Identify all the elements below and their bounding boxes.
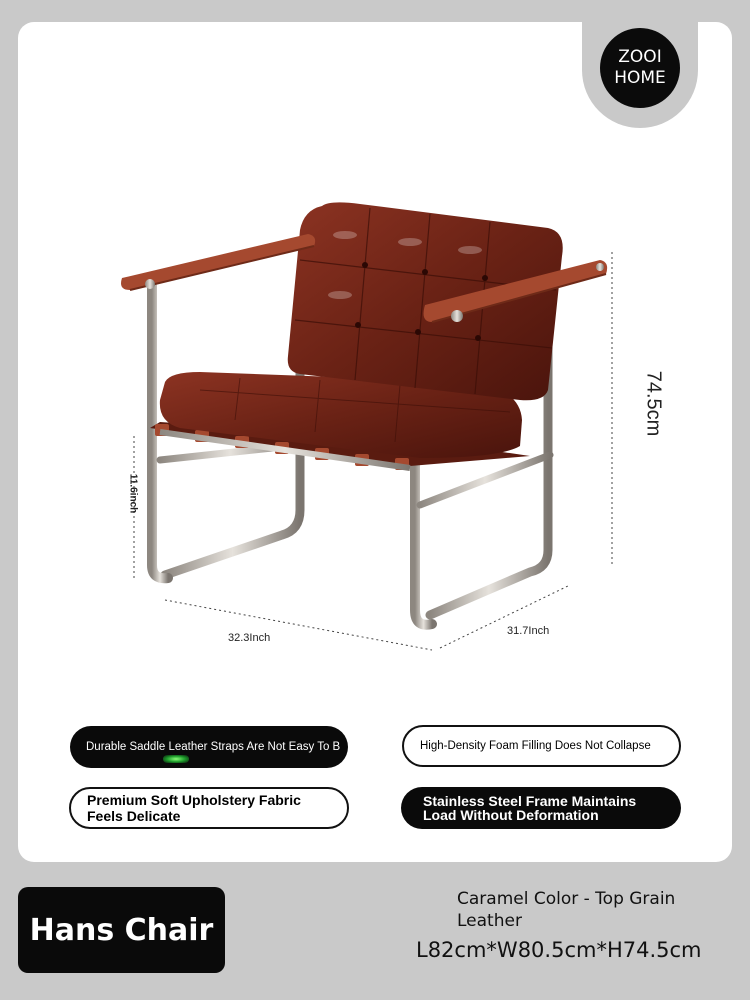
- product-name: Hans Chair: [29, 912, 214, 948]
- brand-line-1: ZOOI: [618, 47, 662, 67]
- feature-pill-upholstery: [69, 787, 349, 829]
- feature-pill-straps: [70, 726, 348, 768]
- seat-height-dimension: 11.6inch: [127, 473, 139, 514]
- length-dimension: 32.3Inch: [228, 632, 271, 644]
- height-dimension: 74.5cm: [642, 370, 665, 437]
- product-size-spec: L82cm*W80.5cm*H74.5cm: [416, 938, 702, 962]
- product-color-spec: Caramel Color - Top Grain Leather: [457, 889, 676, 931]
- product-title-box: [18, 887, 225, 973]
- green-glint: [163, 755, 189, 763]
- feature-text: High-Density Foam Filling Does Not Collapse: [420, 740, 651, 752]
- feature-text: Stainless Steel Frame Maintains Load Without Deformation: [423, 793, 637, 823]
- back-cushion: [288, 202, 563, 400]
- armrest-left: [121, 234, 315, 290]
- feature-pill-frame: [401, 787, 681, 829]
- feature-pill-foam: [402, 725, 681, 767]
- feature-text: Durable Saddle Leather Straps Are Not Easy To B: [86, 741, 341, 753]
- width-dimension: 31.7Inch: [507, 625, 550, 637]
- feature-text: Premium Soft Upholstery Fabric Feels Delicate: [87, 792, 301, 824]
- brand-line-2: HOME: [614, 68, 666, 88]
